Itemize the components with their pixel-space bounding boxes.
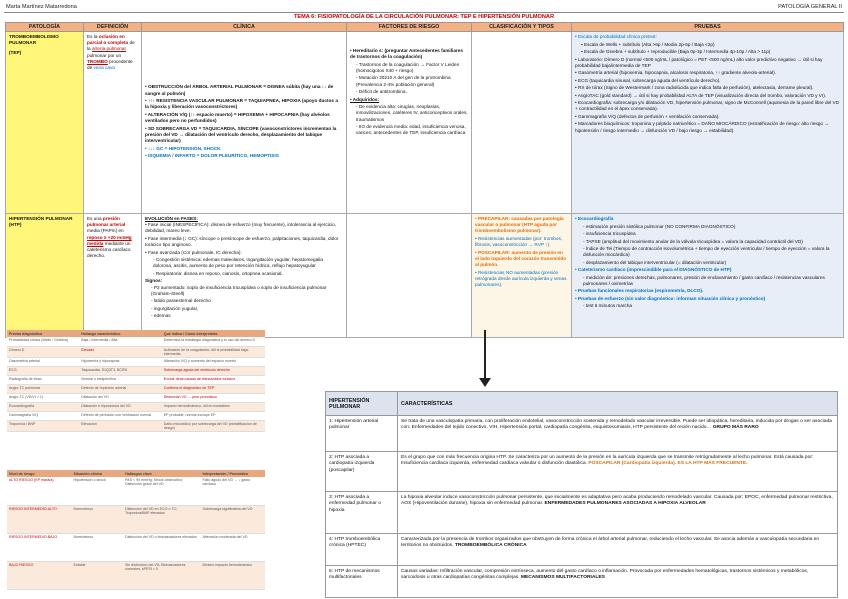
htp-type-highlight: TROMBOEMBÓLICA CRÓNICA [454,543,527,549]
thumb-cell: Fallo agudo del VD → ↓ gasto cardíaco [200,477,265,505]
htp-type-highlight: ENFERMEDADES PULMONARES ASOCIADAS A HIPOXIA ALVEOLAR [544,501,706,507]
htp-prueba-item: - Índice de Tei (Tiempo de contracción isovolumétrica + tiempo de eyección ventricular / tiempo de eyección = valora la disfunción miocárdica) [583,246,840,258]
tep-factor-item: - Mutación 20210 A del gen de la protrombina (Prevalencia 2-4% población general) [356,75,468,87]
tep-abbr: (TEP) [9,50,22,56]
thumb-row [7,411,265,420]
col-header-factores: FACTORES DE RIESGO [347,23,472,32]
tep-clinica-item: • ↓↓↓ GC = HIPOTENSIÓN, SHOCK [145,146,343,152]
tep-def-artery: arteria pulmonar [91,46,127,52]
htp-col-header-caract: CARACTERÍSTICAS [398,392,838,416]
thumb-cell: Disfunción del VD en ECO o TC; Troponina/BNP elevados [123,505,200,533]
thumb-cell: PAS < 90 mmHg; Shock obstructivo; Disfunción grave del VD [123,477,200,505]
row-tep [6,32,844,214]
tep-name-cell [6,32,84,214]
htp-prueba-item: - TAPSE (amplitud del movimiento anular de la válvula tricuspídea = valora la capacidad contráctil del VD) [583,239,840,245]
thumb-cell: Angio-TC pulmonar [7,384,79,393]
tep-def-highlight: oclusión en parcial o completa [87,34,129,46]
tep-prueba-item: • Marcadores bioquímicos: troponina y péptido natriurético = DAÑO MIOCÁRDICO (estratificación de riesgo: alto riesgo → hipotensión / riesgo intermedio → disfunción VD / bajo riesgo → estabilidad). [575,121,840,133]
tep-def-text-2: de la [87,40,135,52]
htp-type-name: 5: HTP de mecanismos multifactoriales [326,566,398,598]
thumb-cell: Alteración V/Q y aumento del espacio muerto [162,357,265,366]
htp-prueba-item: - estimación presión sistólica pulmonar (NO CONFIRMA DIAGNÓSTICO) [583,224,840,230]
htp-type-desc [398,534,838,566]
htp-type-highlight: GRUPO MÁS RARO [712,425,759,431]
htp-type-text: Se trata de una vasculopatía primaria, con proliferación endotelial, vasoconstricción sostenida y remodelado vascular irreversible. Puede ser idiopática, hereditaria, inducida por drogas o ser asociada con: Enfermedades del tejido conectivo, VIH, Hipertensión portal, cardiopatía congénita, esquistosomiasis, HTP persistente del recién nacido… [401,419,832,431]
htp-clasificacion [472,214,572,338]
htp-types-table [325,391,838,598]
summary-table [5,22,844,338]
htp-type-name: 4: HTP tromboembólica crónica (HPTEC) [326,534,398,566]
htp-prueba-item: • Cateterismo cardíaco (imprescindible para el DIAGNÓSTICO de HTP) [575,267,840,273]
thumb-cell: Excluir otras causas de disnea/dolor torácico [162,375,265,384]
htp-def-value: reposo ≥ +20 mmHg medida [87,234,132,246]
htp-clinica-item: - P2 aumentado: soplo de insuficiencia tricuspídea o soplo de insuficiencia pulmonar (Graham-Steell) [151,285,343,297]
tep-name: TROMBOEMBOLISMO PULMONAR [9,34,59,46]
thumb-header: Interpretación / Pronóstico [200,470,265,477]
thumb-cell: Confirma el diagnóstico de TEP [162,384,265,393]
tep-prueba-item: • AngioTAC (gold standard) → útil si hay probabilidad ALTA de TEP (visualización directa del trombo, valoración VD y VI). [575,93,840,99]
thumb-row [7,393,265,402]
tep-prueba-item: • Laboratorio: Dímero D (normal <500 ng/mL / patológico = PET <500 ng/mL) alto valor predictivo negativo → útil si hay probabilidad baja/intermedia de TEP [575,57,840,69]
htp-clinica-title: EVOLUCIÓN en FASES: [145,216,198,221]
htp-clinica-item: • Fase intermedia (↓ GC): síncope o presíncope de esfuerzo, palpitaciones, taquicardia, dolor torácico tipo anginoso. [145,236,343,248]
htp-type-row [326,452,838,492]
tep-clinica-item: • SD SOBRECARGA VD = TAQUICARDIA, SÍNCOPE (vasoconstrictores incrementan la presión del VD → dilatación del ventrículo derecho, desplazamiento del tabique interventricular) [145,126,343,145]
header-divider [4,12,844,13]
thumb-cell: Disfunción del VD o biomarcadores elevados [123,533,200,561]
row-htp [6,214,844,338]
htp-type-desc [398,452,838,492]
thumb-header: Qué indica / Cómo interpretarla [162,330,265,337]
tep-factor-item: - De evidencia alta: cirugías, neoplasias, inmovilizaciones, catéteres IV, anticonceptivos orales, traumatismos [356,104,468,123]
thumb-cell: Hipotensión o shock [72,477,124,505]
htp-clinica-item: - edemas [151,313,343,319]
thumb-cell: ECG [7,366,79,375]
thumb-header: Situación clínica [72,470,124,477]
thumb-cell: Angio-TC (VD/VI > 1) [7,393,79,402]
thumb-cell: Normotenso [72,505,124,533]
htp-prueba-item: • Pruebas funcionales respiratorias (espirometría, DLCO). [575,288,840,294]
tep-def-text-3: pulmonar por un [87,52,122,58]
htp-prueba-item: - desplazamiento del tabique interventricular (= dilatación ventricular) [583,260,840,266]
thumb-cell: RIESGO INTERMEDIO-ALTO [7,505,72,533]
htp-clasif-item: • PRECAPILAR: causadas por patología vascular o pulmonar (HTP aguda por tromboembolismo pulmonar). [475,216,568,235]
thumb-cell: Gammagrafía V/Q [7,411,79,420]
arrow-down-icon [479,378,491,387]
htp-clasif-item: • POSCAPILAR: aumento de presión en el lado izquierdo del corazón transmitido al pulmón. [475,250,568,269]
thumb-cell: Impacto hemodinámico, útil en inestables [162,402,265,411]
diagnostic-tests-thumbnail [7,330,265,432]
thumb-cell: Mínimo impacto hemodinámico [200,561,265,589]
tep-prueba-item: • Escala de probabilidad clínica pretest: [575,34,840,40]
tep-prueba-item: • ECG (taquicardia sinusal, sobrecarga aguda del ventrículo derecho). [575,78,840,84]
htp-def-text: Es una [87,216,103,221]
tep-prueba-item: • Ecocardiografía: sobrecarga y/o dilatación VD, hipertensión pulmonar, signo de McConnell (aquinesia de la pared libre del VD + contractilidad en el ápex conservada). [575,100,840,112]
htp-prueba-item: - medición de: presiones derechas, pulmonares, presión de enclavamiento / gasto cardíaco / resistencias vasculares pulmonares / oximetrías [583,275,840,287]
thumb-header: Prueba diagnóstica [7,330,79,337]
tep-clinica [142,32,347,214]
thumb-cell: Gasometría arterial [7,357,79,366]
thumb-row [7,402,265,411]
thumb-cell: Hipoxemia y hipocapnia [79,357,162,366]
tep-factores [347,32,472,214]
thumb-cell: Normotenso [72,533,124,561]
thumb-row [7,420,265,431]
thumb-cell: Elevación [79,420,162,431]
thumb-header: Nivel de riesgo [7,470,72,477]
thumb-cell: Disfunción VD → peor pronóstico [162,393,265,402]
author-name: Marta Martínez Matarredona [6,4,77,10]
risk-levels-thumbnail [7,470,265,590]
thumb-header: Hallazgos clave [123,470,200,477]
htp-name-cell [6,214,84,338]
thumb-cell: Determina la estrategia diagnóstica y el uso del dímero D [162,337,265,346]
htp-prueba-item: • Pruebas de esfuerzo (sin valor diagnóstico: informan situación clínica y pronóstico) [575,296,840,302]
tep-prueba-item: ▪ Escala de Ginebra + subtítulo + reproducible (Baja 0p-3p / Intermedia 4p-10p / Alta > 11p) [581,49,840,55]
htp-col-header-tipo: HIPERTENSIÓN PULMONAR [326,392,398,416]
thumb-cell: Sin disfunción del VD; Biomarcadores normales; sPESI = 0 [123,561,200,589]
thumb-cell: Elevado [79,346,162,357]
tep-factor-item: • Hereditario s: (preguntar Antecedentes familiares de trastornos de la coagulación) [350,48,468,60]
htp-clinica-item: - ingurgitación yugular, [151,306,343,312]
htp-clinica-item: • Fase avanzada (Cor pulmonale, IC derecha): [145,250,343,256]
thumb-cell: Sobrecarga aguda del ventrículo derecho [162,366,265,375]
htp-type-text: La hipoxia alveolar induce vasoconstricción pulmonar persistente, que inicialmente es adaptativa pero acaba produciendo remodelado vascular. Causada por: EPOC, enfermedad pulmonar restrictiva, AOS (Hipoventilación durante), hipoxia sin enfermedad pulmonar. [401,495,833,507]
htp-name: HIPERTENSIÓN PULMONAR (HTP) [9,216,73,228]
thumb-row [7,561,265,589]
thumb-header: Hallazgo característico [79,330,162,337]
col-header-clinica: CLÍNICA [142,23,347,32]
htp-clasif-item: • Resistencias aumentadas (por: trombos, fibrosis, vasoconstricción → RVP ↑). [475,236,568,248]
htp-type-name: 2: HTP asociada a cardiopatía izquierda (poscapilar) [326,452,398,492]
thumb-cell: Ecocardiografía [7,402,79,411]
thumb-cell: Activación de la coagulación; útil si probabilidad baja-intermedia [162,346,265,357]
htp-signos-title: Signos: [145,278,163,284]
thumb-cell: Sobrecarga significativa del VD [200,505,265,533]
htp-def-text-2: media (PAPm) en [87,228,124,234]
htp-prueba-item: - insuficiencia tricuspídea [583,231,840,237]
arrow-shaft [484,330,486,380]
col-header-patologia: PATOLOGÍA [6,23,84,32]
col-header-clasificacion: CLASIFICACIÓN Y TIPOS [472,23,572,32]
thumb-cell: Dímero D [7,346,79,357]
htp-type-text: Es el grupo que con más frecuencia origina HTP. Se caracteriza por un aumento de la presión en la aurícula izquierda que se transmite retrógradamente al lecho pulmonar. Está causada por: Insuficiencia cardíaca izquierda, enfermedad cardíaca valvular o disfunción diastólica. [401,455,814,467]
thumb-cell: Alteración moderada del VD [200,533,265,561]
htp-def-highlight: presión pulmonar arterial [87,216,126,228]
htp-pruebas [572,214,844,338]
tep-clinica-item: • OBSTRUCCIÓN del ÁRBOL ARTERIAL PULMONAR = DISNEA súbita (hay una ↓↓ de sangre al pulmón) [145,84,343,96]
htp-type-desc [398,416,838,452]
htp-type-highlight: POSCAPILAR (Cardiopatía izquierda). ES LA HTP MÁS FRECUENTE. [588,461,748,467]
htp-type-text: Caracterizada por la presencia de trombos organizados que obstruyen de forma crónica el árbol arterial pulmonar, reduciendo el lecho vascular. Se asocia además a vasculopatía secundaria en territorios no obstruidos. [401,537,820,549]
thumb-row [7,384,265,393]
thumb-cell: BAJO RIESGO [7,561,72,589]
thumb-cell: Dilatación del VD [79,393,162,402]
col-header-definicion: DEFINICIÓN [84,23,142,32]
htp-clinica-item: - latido paraesternal derecho [151,298,343,304]
document-title: TEMA 6: FISIOPATOLOGÍA DE LA CIRCULACIÓN PULMONAR: TEP E HIPERTENSIÓN PULMONAR [293,14,554,20]
tep-def-text-4: procedente de [87,58,133,71]
tep-def-vena: vena cava [93,65,115,71]
thumb-cell: Daño miocárdico por sobrecarga del VD (estratificación de riesgo) [162,420,265,431]
tep-def-text: Es la [87,34,99,39]
thumb-cell: EP probable; normal excluye EP [162,411,265,420]
htp-definition [84,214,142,338]
thumb-cell: Normal o inespecífica [79,375,162,384]
thumb-cell: Troponina / BNP [7,420,79,431]
htp-prueba-item: • Ecocardiografía [575,216,840,222]
thumb-cell: ALTO RIESGO (EP masiva) [7,477,72,505]
tep-factor-item: - Déficit de antitrombina. [356,89,468,95]
subject-name: PATOLOGÍA GENERAL II [778,4,842,10]
thumb-cell: Defecto de perfusión con ventilación normal [79,411,162,420]
htp-type-highlight: MECANISMOS MULTIFACTORIALES [520,575,605,581]
thumb-row [7,533,265,561]
htp-clasif-item: • Resistencias NO aumentadas (presión retrógrada desde aurícula izquierda y venas pulmonares). [475,270,568,289]
tep-def-trombo: TROMBO [87,58,108,64]
thumb-row [7,375,265,384]
thumb-row [7,505,265,533]
htp-clinica-item: • Fase inicial (INESPECÍFICA): disnea de esfuerzo (muy frecuente), intolerancia al ejercicio, debilidad, mareo leve. [145,222,343,234]
htp-clinica [142,214,347,338]
tep-prueba-item: ▪ Escala de Wells + subtítulo (Alta >6p / Media 2p-6p / Baja <2p) [581,42,840,48]
htp-clinica-item: - Respiratoria: disnea en reposo, cianosis, ortopnea ocasional. [153,271,343,277]
tep-clinica-item: • ISQUEMIA / INFARTO = DOLOR PLEURÍTICO, HEMOPTISIS [145,153,343,159]
tep-factor-item: - Trastornos de la coagulación → Factor V Leiden (homocigotos X40 + riesgo) [356,62,468,74]
thumb-cell: Defecto de repleción arterial [79,384,162,393]
thumb-row [7,337,265,346]
summary-header-row [6,23,844,32]
tep-clinica-item: • ALTERACIÓN V/Q (↑↑ espacio muerto) = HIPOXEMIA + HIPOCAPNIA (hay alvéolos ventilados pero no perfundidos) [145,112,343,124]
htp-type-name: 1: Hipertensión arterial pulmonar [326,416,398,452]
col-header-pruebas: PRUEBAS [572,23,844,32]
thumb-cell: Estable [72,561,124,589]
tep-factor-item: • Adquiridos: [350,97,468,103]
thumb-cell: RIESGO INTERMEDIO-BAJO [7,533,72,561]
thumb-row [7,346,265,357]
htp-def-text-3: mediante un cateterismo cardíaco derecho. [87,240,131,259]
thumb-cell: Probabilidad clínica (Wells / Ginebra) [7,337,79,346]
thumb-row [7,357,265,366]
htp-type-desc [398,566,838,598]
thumb-cell: Baja / Intermedia / Alta [79,337,162,346]
thumb-row [7,477,265,505]
htp-prueba-item: - test 6 minutos marcha [583,303,840,309]
tep-definition [84,32,142,214]
thumb-cell: Taquicardia, S1Q3T3, BCRD [79,366,162,375]
htp-type-desc [398,492,838,534]
tep-clinica-item: • ↑↑↑ RESISTENCIA VASCULAR PULMONAR = TAQUIAPNEA, HIPOXIA (apoyo ductos a la hipoxia y liberación vasoconstrictores) [145,98,343,110]
htp-type-text: Causas variadas: Infiltración vascular, compresión extrínseca, aumento del gasto cardíaco o inflamación. Provocada por enfermedades hematológicas, trastornos sistémicos y metabólicos, sarcoidosis u otras cardiopatías congénitas complejas. [401,569,809,581]
thumb-cell: Radiografía de tórax [7,375,79,384]
htp-type-name: 3: HTP asociada a enfermedad pulmonar o hipoxia [326,492,398,534]
tep-prueba-item: • RX de tórax (Signo de Westermark / zona radiolúcida que indica falta de perfusión), atelectasia, derrame pleural). [575,85,840,91]
htp-type-row [326,534,838,566]
htp-clinica-item: - Congestión sistémica: edemas maleolares, ingurgitación yugular, hepatomegalia dolorosa, ascitis, aumento de peso por retención hídrica, reflujo hepatoyugular [153,257,343,269]
htp-type-row [326,492,838,534]
thumb-cell: Dilatación e hipocinesia del VD [79,402,162,411]
tep-prueba-item: • Gammagrafía V/Q (defectos de perfusión + ventilación conservada). [575,114,840,120]
tep-factor-item: - IIO de evidencia media: edad, insuficiencia venosa, varices, antecedentes de TEP, insuficiencia cardíaca [356,124,468,136]
tep-clasificacion [472,32,572,214]
htp-type-row [326,566,838,598]
thumb-row [7,366,265,375]
tep-pruebas [572,32,844,214]
htp-factores [347,214,472,338]
tep-prueba-item: • Gasometría arterial (hipoxemia, hipocapnia, alcalosis respiratoria, ↑↑ gradiente alveolo-arterial). [575,70,840,76]
htp-type-row [326,416,838,452]
